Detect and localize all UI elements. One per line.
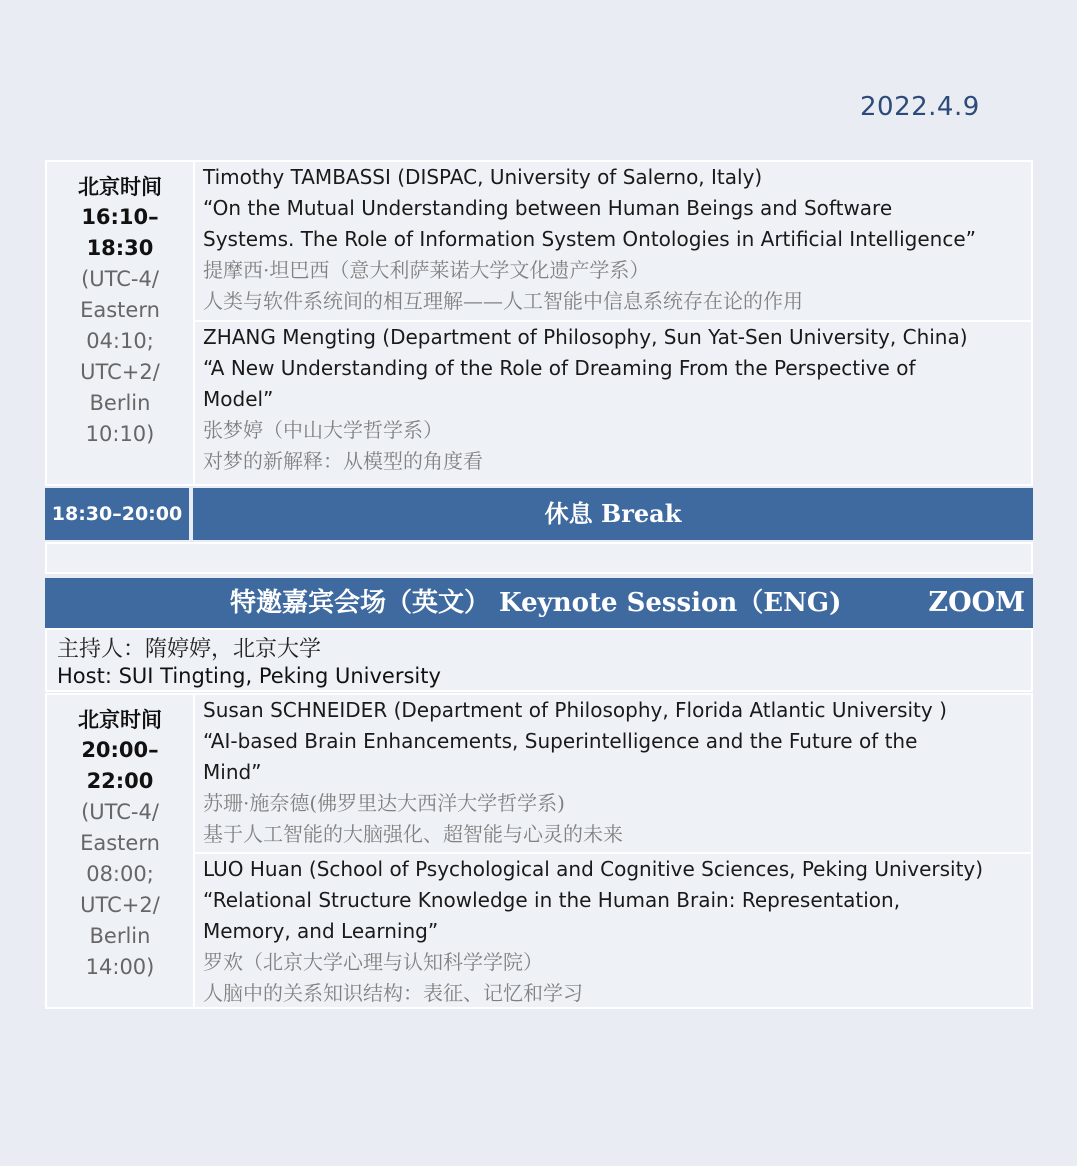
timezone-line: 10:10) <box>85 422 155 446</box>
talk-entry <box>203 162 1025 317</box>
session-header <box>45 578 1033 628</box>
talk-entry <box>203 695 1025 850</box>
speaker: Timothy TAMBASSI (DISPAC, University of Salerno, Italy) <box>203 165 763 189</box>
talk-title-cn: 人脑中的关系知识结构：表征、记忆和学习 <box>203 981 583 1005</box>
date-label: 2022.4.9 <box>860 92 980 122</box>
time-end: 18:30 <box>86 236 154 260</box>
beijing-time-label: 北京时间 <box>78 174 162 199</box>
talk-title: “A New Understanding of the Role of Dreaming From the Perspective of <box>203 356 916 380</box>
talk-entry <box>203 322 1025 477</box>
talk-entry <box>203 854 1025 1009</box>
speaker: ZHANG Mengting (Department of Philosophy, Sun Yat-Sen University, China) <box>203 325 968 349</box>
time-start: 16:10– <box>81 205 159 229</box>
talk-title-cn: 基于人工智能的大脑强化、超智能与心灵的未来 <box>203 822 623 846</box>
host-cn: 主持人：隋婷婷，北京大学 <box>57 637 322 662</box>
speaker-cn: 苏珊·施奈德(佛罗里达大西洋大学哲学系) <box>203 791 565 815</box>
break-row <box>45 488 1033 540</box>
timezone-line: 14:00) <box>85 955 155 979</box>
session-title: 特邀嘉宾会场（英文） Keynote Session（ENG) <box>230 588 842 618</box>
talk-title: “Relational Structure Knowledge in the Human Brain: Representation, <box>203 888 901 912</box>
talk-title: Mind” <box>203 760 262 784</box>
talk-title: Memory, and Learning” <box>203 919 439 943</box>
session-block-1 <box>45 160 1033 486</box>
break-time: 18:30–20:00 <box>45 488 189 540</box>
timezone-line: Eastern <box>80 298 160 322</box>
host-en: Host: SUI Tingting, Peking University <box>57 664 441 688</box>
timezone-line: (UTC-4/ <box>81 800 159 824</box>
timezone-line: (UTC-4/ <box>81 267 159 291</box>
timezone-line: 04:10; <box>86 329 154 353</box>
session-block-2 <box>45 693 1033 1009</box>
talk-title: Model” <box>203 387 274 411</box>
time-column <box>47 162 195 484</box>
host-info <box>45 628 1033 692</box>
timezone-line: UTC+2/ <box>80 893 160 917</box>
talk-title-cn: 对梦的新解释：从模型的角度看 <box>203 449 483 473</box>
speaker: LUO Huan (School of Psychological and Cognitive Sciences, Peking University) <box>203 857 984 881</box>
talk-title: “AI-based Brain Enhancements, Superintelligence and the Future of the <box>203 729 918 753</box>
break-label: 休息 Break <box>193 488 1033 540</box>
speaker-cn: 张梦婷（中山大学哲学系） <box>203 418 443 442</box>
speaker-cn: 提摩西·坦巴西（意大利萨莱诺大学文化遗产学系） <box>203 258 650 282</box>
timezone-line: Eastern <box>80 831 160 855</box>
talk-title: Systems. The Role of Information System Ontologies in Artificial Intelligence” <box>203 227 976 251</box>
speaker: Susan SCHNEIDER (Department of Philosophy, Florida Atlantic University ) <box>203 698 947 722</box>
time-end: 22:00 <box>86 769 154 793</box>
timezone-line: Berlin <box>89 391 151 415</box>
timezone-line: UTC+2/ <box>80 360 160 384</box>
time-column <box>47 695 195 1007</box>
talk-title-cn: 人类与软件系统间的相互理解——人工智能中信息系统存在论的作用 <box>203 289 803 313</box>
timezone-line: Berlin <box>89 924 151 948</box>
beijing-time-label: 北京时间 <box>78 707 162 732</box>
timezone-line: 08:00; <box>86 862 154 886</box>
spacer-row <box>45 542 1033 574</box>
talk-title: “On the Mutual Understanding between Human Beings and Software <box>203 196 893 220</box>
speaker-cn: 罗欢（北京大学心理与认知科学学院） <box>203 950 543 974</box>
time-start: 20:00– <box>81 738 159 762</box>
session-platform: ZOOM <box>928 587 1025 618</box>
